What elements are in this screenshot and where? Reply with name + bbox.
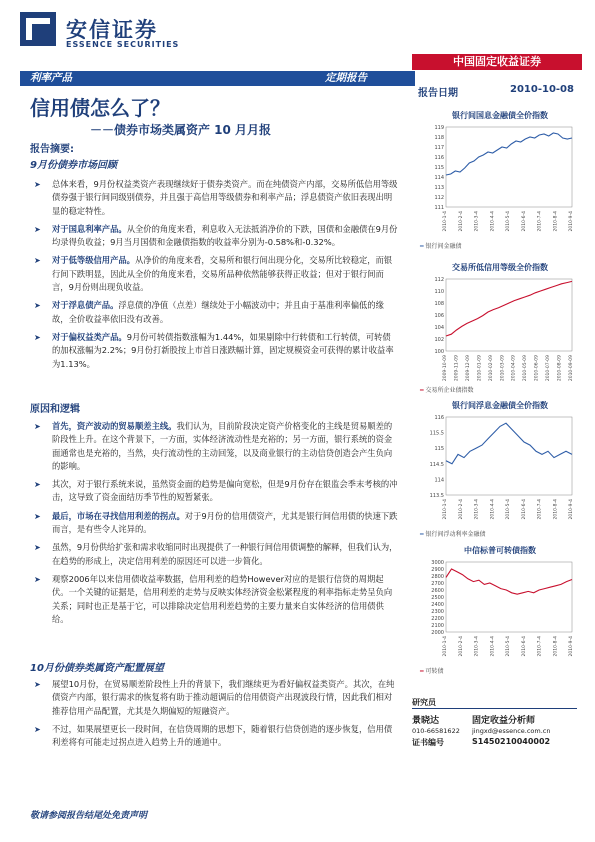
x-tick-label: 2010-9-4: [569, 499, 574, 520]
chart-legend-label: 银行间浮动利率金融债: [425, 531, 486, 538]
author-divider: [412, 708, 577, 709]
x-tick-label: 2010-8-4: [553, 211, 559, 232]
section1-list: [30, 178, 398, 376]
chart-legend: ━ 银行间金融债: [420, 243, 462, 250]
bullet-lead: 对于国息利率产品。: [52, 223, 127, 234]
y-tick-label: 2500: [431, 595, 444, 601]
bullet-item: [30, 678, 398, 718]
author-phone: 010-66581622: [412, 727, 460, 735]
chart-floating-rate-bond: [420, 400, 580, 538]
y-tick-label: 2600: [431, 588, 444, 594]
bullet-lead: 最后，市场在寻找信用利差的拐点。: [52, 510, 185, 521]
x-tick-label: 2010-2-4: [458, 636, 464, 657]
bullet-text: 不过，如果展望更长一段时间，在信贷周期的思想下，随着银行信贷创造的逐步恢复，信用债利差将有可能走过拐点进入趋势上升的通道中。: [52, 723, 393, 748]
x-tick-label: 2009-12-09: [465, 355, 471, 382]
chart-svg: [420, 556, 580, 666]
summary-heading: 报告摘要:: [30, 144, 74, 155]
bullet-text: 虽然，9月份供给扩张和需求收缩同时出现提供了一种银行间信用债调整的解释，但我们认为，在趋势的形成上，决定信用利差的原因还可以进一步简化。: [52, 542, 398, 566]
bullet-item: [30, 254, 398, 294]
cert-label: 证书编号: [412, 738, 444, 747]
chart-legend: ━ 可转债: [420, 668, 444, 675]
x-tick-label: 2010-5-4: [506, 499, 511, 520]
x-tick-label: 2010-7-4: [537, 499, 543, 520]
y-tick-label: 113: [434, 185, 444, 191]
y-tick-label: 119: [434, 125, 444, 131]
bullet-arrow-icon: ➤: [34, 511, 41, 521]
bullet-text: 从全价的角度来看，利息收入无法抵消净价的下跌，国债和金融债在9月份均录得负收益；9月当月国债和金融债指数的收益率分别为-0.58%和-0.32%。: [52, 223, 398, 248]
y-tick-label: 112: [434, 195, 444, 201]
bullet-arrow-icon: ➤: [34, 480, 41, 490]
chart-svg: [420, 121, 580, 241]
plot-frame: [446, 562, 572, 632]
page-subtitle: －－债券市场类属资产 10 月月报: [90, 123, 272, 137]
y-tick-label: 2800: [431, 574, 444, 580]
y-tick-label: 114: [434, 175, 444, 181]
x-tick-label: 2010-1-4: [443, 499, 448, 520]
x-tick-label: 2010-4-4: [490, 211, 496, 232]
chart-legend: ━ 银行间浮动利率金融债: [420, 531, 486, 538]
y-tick-label: 2400: [431, 602, 444, 608]
x-tick-label: 2010-5-4: [506, 211, 511, 232]
chart-title: 银行间国息金融债全价指数: [452, 111, 548, 120]
chart-legend-label: 银行间金融债: [425, 243, 462, 250]
report-type-label: 定期报告: [325, 72, 367, 84]
y-tick-label: 2300: [431, 609, 444, 615]
bullet-arrow-icon: ➤: [34, 422, 41, 431]
bullet-lead: 首先，资产波动的贸易顺差主线。: [52, 421, 177, 431]
bullet-arrow-icon: ➤: [34, 680, 41, 689]
x-tick-label: 2010-7-4: [537, 636, 543, 657]
bullet-arrow-icon: ➤: [34, 543, 41, 553]
bullet-item: [30, 420, 398, 473]
x-tick-label: 2010-7-4: [537, 211, 543, 232]
y-tick-label: 115.5: [429, 430, 444, 437]
section1-heading: 9月份债券市场回顾: [30, 160, 117, 171]
chart-legend-label: 交易所企业债指数: [425, 387, 474, 394]
x-tick-label: 2010-8-4: [553, 499, 559, 520]
chart-title: 中信标普可转债指数: [464, 546, 536, 555]
chart-title: 银行间浮息金融债全价指数: [452, 401, 548, 410]
y-tick-label: 116: [434, 415, 444, 421]
y-tick-label: 2900: [431, 567, 444, 573]
page-title: 信用债怎么了？: [30, 96, 170, 120]
author-name: 景晓达: [412, 716, 440, 726]
x-tick-label: 2010-03-09: [500, 355, 506, 382]
chart-interbank-financial-bond: [420, 110, 580, 250]
x-tick-label: 2010-9-4: [569, 636, 574, 657]
chart-convertible-bond: [420, 545, 580, 675]
bullet-arrow-icon: ➤: [34, 301, 41, 311]
bullet-lead: 对于浮息债产品。: [52, 300, 119, 311]
category-label: 利率产品: [30, 72, 72, 84]
y-tick-label: 116: [434, 155, 444, 161]
chart-exchange-low-grade: [420, 262, 580, 394]
bullet-text: 9月份可转债指数涨幅为1.44%，如果剔除中行转债和工行转债，可转债的加权涨幅为2.2%；9月份打新股按上市首日涨跌幅计算，固定规模资金可获得的累计收益率为1.13%。: [52, 331, 394, 369]
section3-heading: 10月份债券类属资产配置展望: [30, 663, 164, 674]
y-tick-label: 111: [434, 205, 444, 211]
bullet-arrow-icon: ➤: [34, 224, 41, 234]
chart-title: 交易所低信用等级全价指数: [452, 263, 548, 272]
x-tick-label: 2010-09-09: [569, 355, 574, 382]
bullet-lead: 对于偏权益类产品。: [52, 331, 127, 342]
y-tick-label: 108: [434, 301, 444, 307]
y-tick-label: 2100: [431, 623, 444, 629]
x-tick-label: 2010-6-4: [521, 636, 527, 657]
disclaimer-footer: 敬请参阅报告结尾处免责声明: [30, 811, 148, 821]
bullet-text: 其次，对于银行系统来说，虽然资金面的趋势是偏向宽松，但是9月份存在银监会季末考核的冲击，这导致了资金面结历季节性的短暂紧张。: [52, 479, 398, 503]
x-tick-label: 2010-08-09: [557, 355, 563, 382]
section2-heading: 原因和逻辑: [30, 404, 80, 415]
x-tick-label: 2010-05-09: [523, 355, 529, 382]
y-tick-label: 106: [434, 313, 444, 319]
bullet-text: 从净价的角度来看，交易所和银行间出现分化，交易所比较稳定，而银行间下跌明显，因此从全价的角度来看，交易所品种依然能够获得正收益；但对于银行间而言，9月份则出现负收益。: [52, 255, 393, 293]
section3-list: [30, 678, 398, 754]
y-tick-label: 115: [434, 165, 444, 171]
x-tick-label: 2010-2-4: [458, 499, 464, 520]
report-date-label: 报告日期: [418, 88, 458, 99]
series-line: [446, 281, 572, 336]
x-tick-label: 2010-4-4: [490, 499, 496, 520]
bullet-text: 展望10月份，在贸易顺差阶段性上升的背景下，我们继续更为看好偏权益类资产。其次，在纯债资产内部，银行需求的恢复将有助于推动超调后的信用债资产出现波段行情，因此我们相对推荐信用产品配置，尤其是久期偏短的短融资产。: [52, 679, 395, 716]
x-tick-label: 2010-3-4: [474, 211, 480, 232]
x-tick-label: 2010-3-4: [474, 499, 480, 520]
x-tick-label: 2010-1-4: [443, 636, 448, 657]
bullet-text: 我们认为，目前阶段决定资产价格变化的主线是贸易顺差的阶段性上升。在这个背景下，一方面，实体经济流动性是充裕的；另一方面，银行系统的资金面通常也是充裕的，当然，央行流动性的主动回笼，以及商业银行的主动信贷创造会产生负向的影响。: [52, 421, 393, 471]
y-tick-label: 2200: [431, 616, 444, 622]
y-tick-label: 3000: [431, 560, 444, 566]
y-tick-label: 2000: [431, 630, 444, 636]
y-tick-label: 104: [434, 325, 444, 331]
y-tick-label: 100: [434, 349, 444, 355]
chart-legend-label: 可转债: [425, 668, 444, 675]
x-tick-label: 2010-04-09: [511, 355, 517, 382]
x-tick-label: 2009-11-09: [454, 355, 460, 382]
company-name-cn: 安信证券: [66, 18, 158, 42]
x-tick-label: 2010-6-4: [521, 499, 527, 520]
bullet-arrow-icon: ➤: [34, 180, 41, 189]
x-tick-label: 2009-10-09: [443, 355, 448, 382]
bullet-item: [30, 510, 398, 537]
bullet-item: [30, 478, 398, 505]
report-date-value: 2010-10-08: [510, 84, 574, 95]
section2-list: [30, 420, 398, 631]
x-tick-label: 2010-9-4: [569, 211, 574, 232]
bullet-text: 对于9月份的信用债资产，尤其是银行间信用债的快速下跌而言，是有些令人诧异的。: [52, 510, 398, 535]
chart-svg: [420, 411, 580, 529]
x-tick-label: 2010-3-4: [474, 636, 480, 657]
y-tick-label: 112: [434, 277, 444, 283]
plot-frame: [446, 279, 572, 351]
x-tick-label: 2010-4-4: [490, 636, 496, 657]
bullet-item: [30, 223, 398, 250]
y-tick-label: 114: [434, 477, 444, 484]
tagline-badge: 中国固定收益证券: [412, 54, 582, 70]
x-tick-label: 2010-1-4: [443, 211, 448, 232]
bullet-arrow-icon: ➤: [34, 574, 41, 584]
bullet-item: [30, 723, 398, 750]
y-tick-label: 2700: [431, 581, 444, 587]
y-tick-label: 114.5: [429, 461, 444, 468]
bullet-item: [30, 573, 398, 626]
y-tick-label: 102: [434, 337, 444, 343]
author-title: 固定收益分析师: [472, 716, 536, 726]
x-tick-label: 2010-2-4: [458, 211, 464, 232]
x-tick-label: 2010-6-4: [521, 211, 527, 232]
chart-legend: ━ 交易所企业债指数: [420, 387, 474, 394]
bullet-arrow-icon: ➤: [34, 332, 41, 342]
company-logo-icon: [20, 12, 56, 46]
bullet-item: [30, 299, 398, 326]
bullet-item: [30, 178, 398, 218]
bullet-text: 浮息债的净值（点差）继续处于小幅波动中；并且由于基准利率偏低的缘故，全价收益率依旧没有改善。: [52, 300, 384, 324]
x-tick-label: 2010-07-09: [546, 355, 552, 382]
x-tick-label: 2010-8-4: [553, 636, 559, 657]
bullet-arrow-icon: ➤: [34, 724, 41, 734]
x-tick-label: 2010-02-09: [488, 355, 494, 382]
author-role: 研究员: [412, 698, 436, 707]
y-tick-label: 117: [434, 145, 444, 151]
x-tick-label: 2010-5-4: [506, 636, 511, 657]
y-tick-label: 118: [434, 135, 444, 141]
series-line: [446, 423, 572, 464]
series-line: [446, 569, 572, 594]
bullet-text: 观察2006年以来信用债收益率数据，信用利差的趋势However对应的是银行信贷的周期起伏。一个关键的证据是，信用利差的走势与反映实体经济资金松紧程度的利率指标走势呈负向关系；同时也正是基于它，可以排除决定信用利差趋势的主要力量来自实体经济的信用债供给。: [52, 573, 393, 624]
cert-number: S1450210040002: [472, 737, 551, 746]
bullet-arrow-icon: ➤: [34, 256, 41, 266]
y-tick-label: 113.5: [429, 493, 444, 499]
chart-svg: [420, 273, 580, 385]
bullet-text: 总体来看，9月份权益类资产表现继续好于债券类资产。而在纯债资产内部，交易所低信用等级债券强于银行间同级别债券，并且强于高信用等级债券和利率产品；浮息债资产依旧表现出明显的稳定特性。: [52, 179, 398, 216]
series-line: [446, 133, 572, 175]
bullet-item: [30, 331, 398, 371]
y-tick-label: 115: [434, 446, 444, 453]
company-name-en: ESSENCE SECURITIES: [66, 40, 180, 49]
bullet-lead: 对于低等级信用产品。: [52, 255, 135, 266]
x-tick-label: 2010-01-09: [477, 355, 483, 382]
bullet-item: [30, 541, 398, 568]
x-tick-label: 2010-06-09: [534, 355, 540, 382]
y-tick-label: 110: [434, 289, 444, 295]
author-email[interactable]: jingxd@essence.com.cn: [472, 727, 551, 735]
